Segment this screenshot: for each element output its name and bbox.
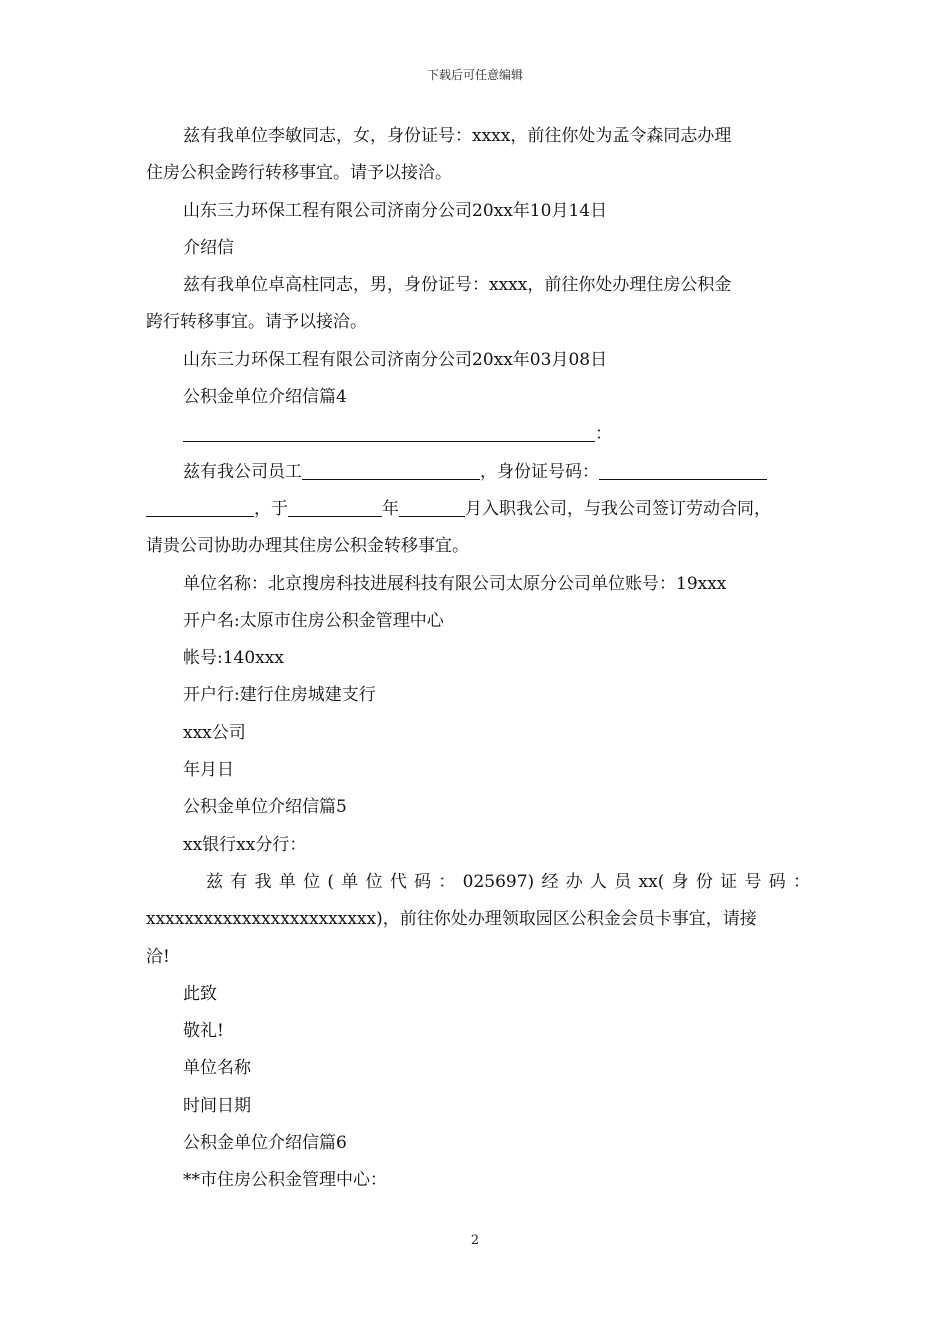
signature-line: 单位名称 [183, 1058, 251, 1079]
section-heading: 公积金单位介绍信篇4 [183, 387, 347, 408]
info-line: 开户名:太原市住房公积金管理中心 [183, 610, 444, 631]
signature-line: xxx公司 [183, 722, 246, 743]
info-line: 帐号:140xxx [183, 648, 284, 669]
addressee-line [146, 416, 810, 453]
paragraph-line: 兹有我单位(单位代码：025697)经办人员xx(身份证号码： [206, 871, 810, 892]
section-heading: 介绍信 [183, 237, 234, 258]
blank-field [399, 496, 465, 517]
blank-field [302, 459, 480, 480]
page-header: 下载后可任意编辑 [426, 68, 523, 82]
closing-line: 敬礼! [183, 1021, 224, 1042]
section-heading: 公积金单位介绍信篇6 [183, 1133, 347, 1154]
date-line: 时间日期 [183, 1095, 251, 1116]
text-fragment: 兹有我公司员工 [183, 461, 302, 482]
blank-field [146, 496, 254, 517]
paragraph-line [146, 454, 810, 491]
text-fragment: 月入职我公司，与我公司签订劳动合同， [465, 498, 771, 519]
addressee-line: **市住房公积金管理中心： [183, 1170, 387, 1191]
closing-line: 此致 [183, 983, 217, 1004]
info-line: 单位名称：北京搜房科技进展科技有限公司太原分公司单位账号：19xxx [183, 573, 727, 594]
blank-field [183, 421, 595, 442]
signature-line: 山东三力环保工程有限公司济南分公司20xx年10月14日 [183, 200, 608, 221]
paragraph-line: 洽! [146, 946, 170, 967]
signature-line: 山东三力环保工程有限公司济南分公司20xx年03月08日 [183, 349, 608, 370]
paragraph-line: 住房公积金跨行转移事宜。请予以接洽。 [146, 163, 452, 184]
date-line: 年月日 [183, 760, 234, 781]
section-heading: 公积金单位介绍信篇5 [183, 797, 347, 818]
paragraph-line: 跨行转移事宜。请予以接洽。 [146, 312, 367, 333]
paragraph-line: 兹有我单位卓高柱同志，男，身份证号：xxxx，前往你处办理住房公积金 [183, 275, 732, 296]
text-fragment: 年 [382, 498, 399, 519]
paragraph-line [146, 491, 810, 528]
page-number: 2 [470, 1233, 480, 1248]
blank-field [599, 459, 767, 480]
colon: ： [595, 424, 612, 445]
document-body [146, 118, 810, 1200]
text-fragment: ，于 [254, 498, 288, 519]
paragraph-line: 请贵公司协助办理其住房公积金转移事宜。 [146, 536, 469, 557]
blank-field [288, 496, 382, 517]
addressee-line: xx银行xx分行： [183, 834, 307, 855]
text-fragment: ，身份证号码： [480, 461, 599, 482]
info-line: 开户行:建行住房城建支行 [183, 685, 376, 706]
paragraph-line: 兹有我单位李敏同志，女，身份证号：xxxx，前往你处为孟令森同志办理 [183, 126, 732, 146]
paragraph-line: xxxxxxxxxxxxxxxxxxxxxxxx)，前往你处办理领取园区公积金会员卡事宜，请接 [146, 909, 757, 930]
